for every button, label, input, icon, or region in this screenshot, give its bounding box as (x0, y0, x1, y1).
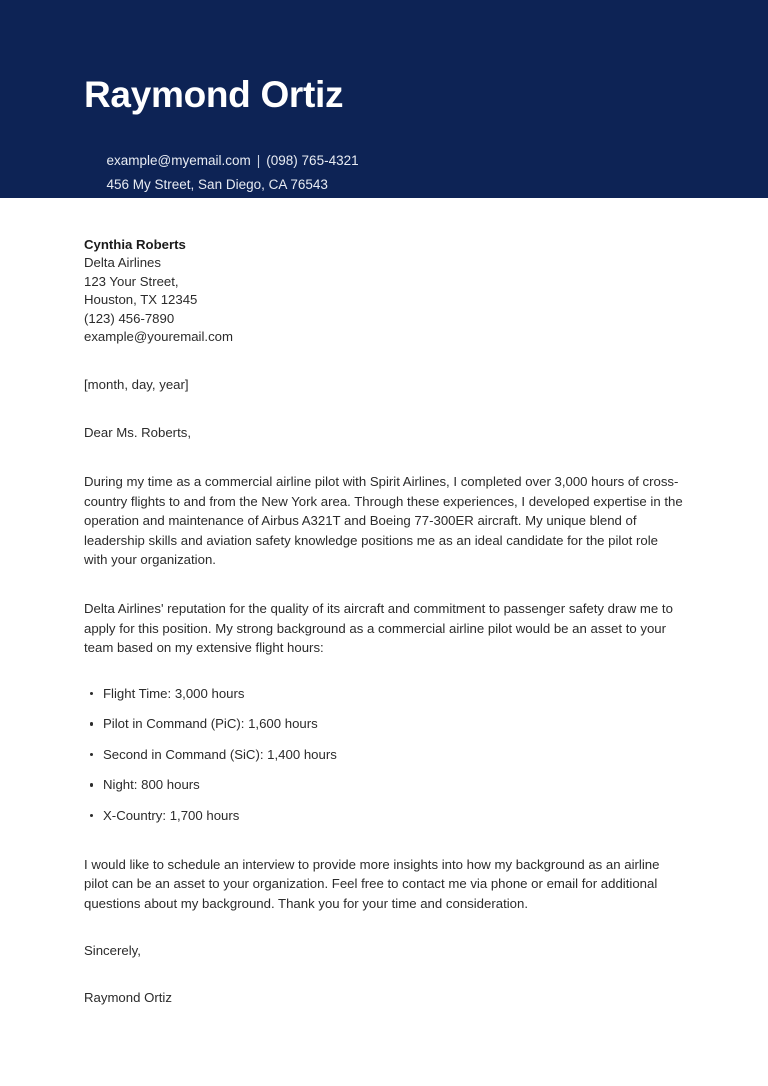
list-item: Pilot in Command (PiC): 1,600 hours (84, 715, 684, 733)
applicant-name: Raymond Ortiz (84, 74, 344, 115)
applicant-phone: (098) 765-4321 (266, 153, 359, 168)
list-item: Night: 800 hours (84, 776, 684, 794)
recipient-name: Cynthia Roberts (84, 237, 186, 252)
list-item: X-Country: 1,700 hours (84, 807, 684, 825)
letter-body (84, 236, 684, 1008)
applicant-email: example@myemail.com (106, 153, 251, 168)
letter-date: [month, day, year] (84, 377, 189, 393)
flight-hours-list (84, 685, 684, 825)
recipient-email: example@youremail.com (84, 329, 233, 345)
header-contact-line-address (84, 158, 328, 212)
letterhead-banner (0, 0, 768, 198)
recipient-phone: (123) 456-7890 (84, 310, 175, 326)
recipient-street: 123 Your Street, (84, 273, 179, 289)
recipient-city-state-zip: Houston, TX 12345 (84, 292, 198, 308)
letter-paragraph-2: Delta Airlines' reputation for the quality of its aircraft and commitment to passenger safety draw me to apply for this position. My strong background as a commercial airline pilot would be an asset to your team based on my extensive flight hours: (84, 601, 673, 656)
letter-closing: Sincerely, (84, 942, 141, 958)
recipient-address-block (84, 236, 684, 346)
list-item: Flight Time: 3,000 hours (84, 685, 684, 703)
contact-separator: | (256, 153, 261, 168)
recipient-company: Delta Airlines (84, 255, 161, 271)
letter-paragraph-1: During my time as a commercial airline pilot with Spirit Airlines, I completed over 3,000 hours of cross-country flights to and from the New York area. Through these experiences, I developed expertise in the operation and maintenance of Airbus A321T and Boeing 77-300ER aircraft. My unique blend of leadership skills and aviation safety knowledge positions me as an ideal candidate for the pilot role with your organization. (84, 474, 683, 568)
applicant-address: 456 My Street, San Diego, CA 76543 (106, 177, 328, 192)
letter-signature: Raymond Ortiz (84, 990, 172, 1006)
letter-salutation: Dear Ms. Roberts, (84, 424, 191, 440)
list-item: Second in Command (SiC): 1,400 hours (84, 746, 684, 764)
letter-paragraph-3: I would like to schedule an interview to provide more insights into how my background as an airline pilot can be an asset to your organization. Feel free to contact me via phone or email for additional questions about my background. Thank you for your time and consideration. (84, 856, 660, 911)
